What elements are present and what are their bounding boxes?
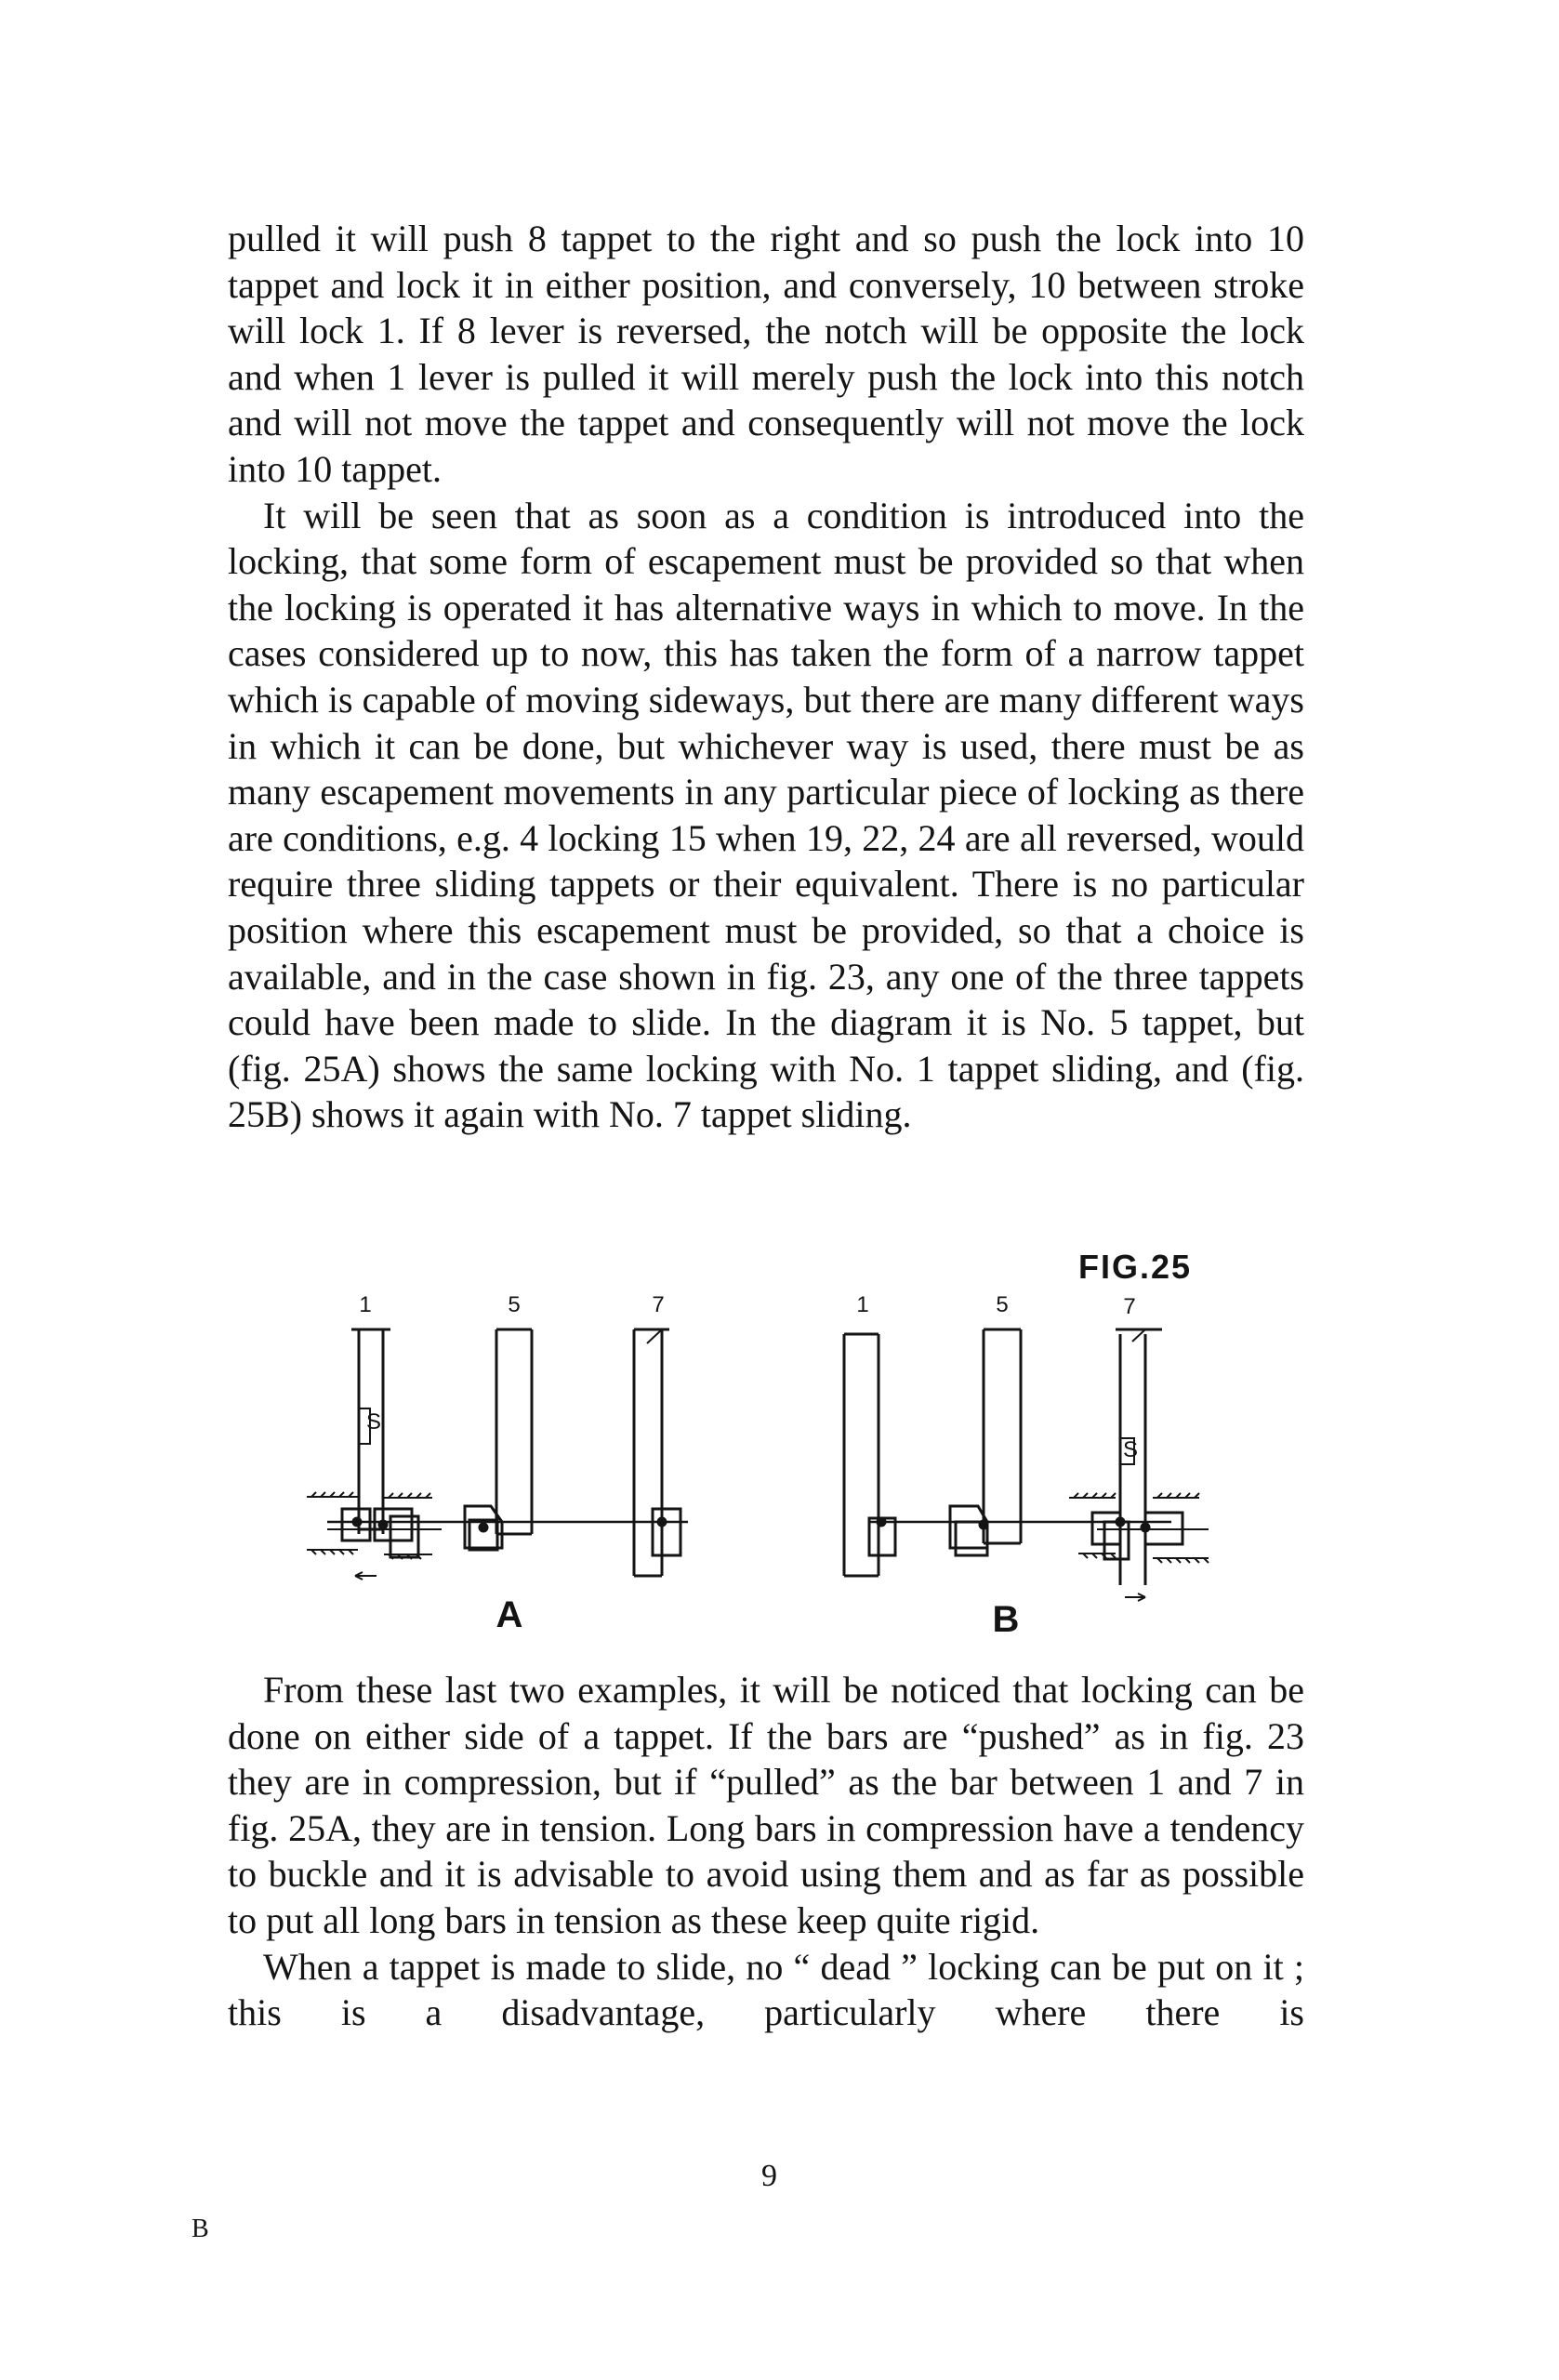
paragraph-4: When a tappet is made to slide, no “ dead ” locking can be put on it ; this is a disadvantage, particularly where there is xyxy=(228,1945,1304,2034)
diagram-a xyxy=(307,1292,688,1635)
diagram-a-label: A xyxy=(495,1594,523,1635)
paragraph-3: From these last two examples, it will be noticed that locking can be done on either side of a tappet. If the bars are “pushed” as in fig. 23 they are in compression, but if “pulled” as the bar between 1 and 7 in fig. 25A, they are in tension. Long bars in compression have a tendency to buckle and it is advisable to avoid using them and as far as possible to put all long bars in tension as these keep quite rigid. xyxy=(228,1669,1304,1941)
diagram-a-tappet-1 xyxy=(351,1329,390,1534)
diagram-b-tappet-number-5: 5 xyxy=(996,1292,1009,1317)
diagram-b-tappet-7 xyxy=(1116,1329,1162,1585)
paragraph-1: pulled it will push 8 tappet to the right and so push the lock into 10 tappet and lock it in either position, and conversely, 10 between stroke will lock 1. If 8 lever is reversed, the notch will be opposite the lock and when 1 lever is pulled it will merely push the lock into this notch and will not move the tappet and consequently will not move the lock into 10 tappet. xyxy=(228,218,1304,490)
diagram-a-tappet-number-1: 1 xyxy=(359,1292,372,1317)
figure-title: FIG.25 xyxy=(1078,1248,1193,1286)
paragraph-2: It will be seen that as soon as a condition is introduced into the locking, that some form of escapement must be provided so that when the locking is operated it has alternative ways in which to move. In the cases considered up to now, this has taken the form of a narrow tappet which is capable of moving sideways, but there are many different ways in which it can be done, but whichever way is used, there must be as many escapement movements in any particular piece of locking as there are conditions, e.g. 4 locking 15 when 19, 22, 24 are all reversed, would require three sliding tappets or their equivalent. There is no particular position where this escapement must be provided, so that a choice is available, and in the case shown in fig. 23, any one of the three tappets could have been made to slide. In the diagram it is No. 5 tappet, but (fig. 25A) shows the same locking with No. 1 tappet sliding, and (fig. 25B) shows it again with No. 7 tappet sliding. xyxy=(228,494,1304,1136)
page-number: 9 xyxy=(761,2159,777,2193)
bottom-text-block xyxy=(228,1667,1304,2036)
diagram-a-slide-mark: S xyxy=(366,1409,382,1435)
diagram-b-tappet-5 xyxy=(984,1329,1021,1543)
signature-mark: B xyxy=(192,2215,209,2243)
diagram-a-tappet-number-5: 5 xyxy=(508,1292,521,1317)
diagram-b xyxy=(844,1292,1209,1640)
diagram-b-label: B xyxy=(992,1599,1020,1640)
top-text-block xyxy=(228,216,1304,1138)
diagram-a-tappet-number-7: 7 xyxy=(652,1292,665,1317)
diagram-b-tappet-number-1: 1 xyxy=(856,1292,869,1317)
diagram-b-tappet-number-7: 7 xyxy=(1123,1294,1136,1319)
diagram-b-guide-hatching xyxy=(1069,1493,1209,1563)
diagram-b-tappet-1 xyxy=(844,1334,879,1576)
diagram-a-tappet-5 xyxy=(496,1329,532,1534)
figure-25-diagram xyxy=(0,1278,1559,1650)
diagram-b-slide-mark: S xyxy=(1123,1437,1139,1462)
